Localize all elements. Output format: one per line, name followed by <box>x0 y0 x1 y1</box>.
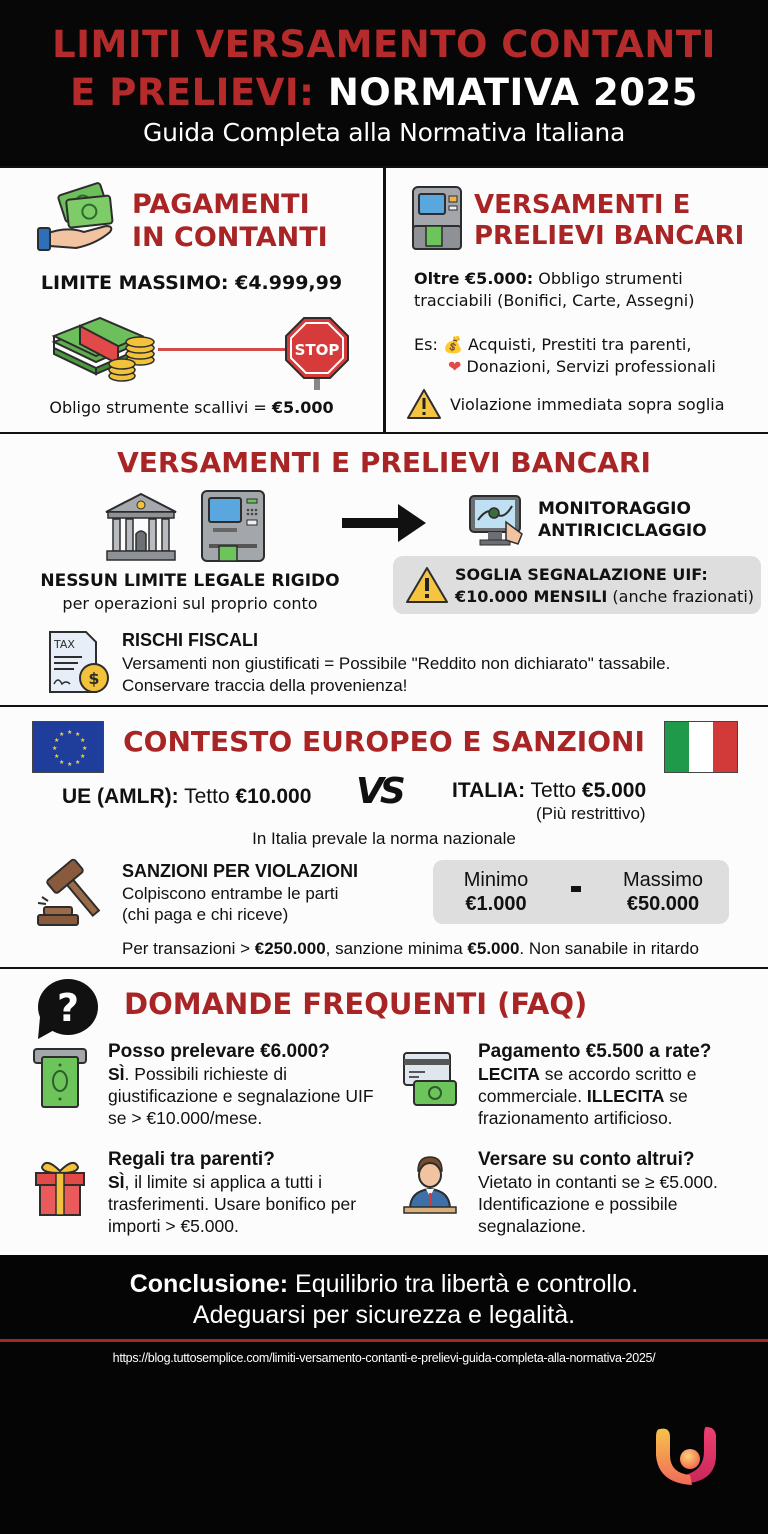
no-limit-label: NESSUN LIMITE LEGALE RIGIDO <box>40 571 340 591</box>
svg-text:★: ★ <box>54 738 60 744</box>
conclusion-text: Conclusione: Equilibrio tra libertà e controllo. Adeguarsi per sicurezza e legalità. <box>129 1270 639 1329</box>
footer <box>0 1255 768 1534</box>
cash-payments-heading: PAGAMENTI IN CONTANTI <box>132 189 328 253</box>
footer-divider <box>0 1339 768 1342</box>
bank-deposits-heading: VERSAMENTI E PRELIEVI BANCARI <box>474 190 745 251</box>
obligo-text: Obligo strumente scallivi = €5.000 <box>49 398 334 417</box>
examples-list: Es: 💰 Acquisti, Prestiti tra parenti, ❤ Donazioni, Servizi professionali <box>414 335 716 376</box>
large-transaction-note: Per transazioni > €250.000, sanzione minima €5.000. Non sanabile in ritardo <box>122 939 699 958</box>
sanctions-title: SANZIONI PER VIOLAZIONI <box>122 861 359 881</box>
faq-answer: LECITA se accordo scritto e commerciale. ILLECITA se frazionamento artificioso. <box>478 1064 697 1128</box>
svg-text:★: ★ <box>67 730 73 736</box>
sanction-maximum: Massimo €50.000 <box>622 869 703 915</box>
faq-question: Pagamento €5.500 a rate? <box>478 1041 712 1062</box>
tax-risk-line: Versamenti non giustificati = Possibile "Reddito non dichiarato" tassabile. <box>122 654 671 673</box>
atm-icon <box>201 490 265 562</box>
question-bubble-icon <box>34 977 100 1041</box>
faq-answer: Vietato in contanti se ≥ €5.000. Identificazione e possibile segnalazione. <box>478 1172 718 1236</box>
tax-document-icon <box>48 630 112 694</box>
arrow-right-icon <box>340 502 428 544</box>
svg-text:?: ? <box>56 986 80 1030</box>
svg-text:★: ★ <box>80 738 86 744</box>
svg-text:★: ★ <box>59 732 65 738</box>
heart-hand-icon: ❤ <box>448 357 462 376</box>
violation-warning: Violazione immediata sopra soglia <box>406 388 725 420</box>
versus-label: VS <box>356 771 402 812</box>
sanctions-line: Colpiscono entrambe le parti <box>122 884 339 903</box>
title-line-2 <box>0 70 768 116</box>
svg-text:★: ★ <box>80 754 86 760</box>
svg-text:STOP: STOP <box>294 341 340 359</box>
title-red-part: E PRELIEVI: <box>70 71 315 114</box>
subtitle: Guida Completa alla Normativa Italiana <box>143 118 625 147</box>
uif-threshold-box: SOGLIA SEGNALAZIONE UIF: €10.000 MENSILI (anche frazionati) <box>393 556 761 614</box>
tax-risk-line: Conservare traccia della provenienza! <box>122 676 408 695</box>
national-law-note: In Italia prevale la norma nazionale <box>252 829 516 848</box>
faq-question: Versare su conto altrui? <box>478 1149 695 1170</box>
faq-heading: DOMANDE FREQUENTI (FAQ) <box>124 987 588 1021</box>
svg-text:★: ★ <box>52 746 58 752</box>
stop-sign-icon <box>284 316 350 390</box>
italy-cap-note: (Più restrittivo) <box>536 804 646 823</box>
svg-text:TAX: TAX <box>54 638 75 651</box>
hand-money-icon <box>36 182 116 254</box>
bank-clerk-icon <box>402 1155 458 1217</box>
title-white-part: NORMATIVA 2025 <box>327 71 698 114</box>
faq-answer: SÌ. Possibili richieste di giustificazione e segnalazione UIF se > €10.000/mese. <box>108 1064 374 1128</box>
faq-section <box>0 969 768 1255</box>
cash-limit-label: LIMITE MASSIMO: €4.999,99 <box>40 272 343 294</box>
gift-icon <box>32 1155 88 1217</box>
card-cash-icon <box>402 1047 458 1109</box>
money-stack-icon <box>50 302 160 382</box>
header-banner <box>0 0 768 168</box>
money-bag-icon: 💰 <box>442 335 463 354</box>
sanction-minimum: Minimo €1.000 <box>463 869 529 915</box>
traceable-obligation: Oltre €5.000: Obbligo strumenti tracciabili (Bonifici, Carte, Assegni) <box>414 269 695 310</box>
bank-operations-section <box>0 434 768 705</box>
svg-text:★: ★ <box>82 746 88 752</box>
faq-question: Posso prelevare €6.000? <box>108 1041 330 1062</box>
svg-text:★: ★ <box>75 760 81 766</box>
faq-question: Regali tra parenti? <box>108 1149 275 1170</box>
svg-text:★: ★ <box>67 762 73 768</box>
atm-icon <box>412 186 462 250</box>
svg-text:★: ★ <box>59 760 65 766</box>
gavel-icon <box>34 857 110 929</box>
faq-answer: SÌ, il limite si applica a tutti i trasferimenti. Usare bonifico per importi > €5.000. <box>108 1172 357 1236</box>
cash-withdraw-icon <box>32 1047 88 1109</box>
brand-logo-icon <box>650 1421 726 1489</box>
bank-building-icon <box>104 492 178 562</box>
warning-icon <box>406 388 442 420</box>
no-limit-sublabel: per operazioni sul proprio conto <box>62 594 318 613</box>
italy-flag-icon <box>664 721 738 773</box>
svg-text:★: ★ <box>75 732 81 738</box>
europe-sanctions-section <box>0 707 768 967</box>
bank-operations-heading: VERSAMENTI E PRELIEVI BANCARI <box>117 446 651 479</box>
warning-icon <box>405 566 449 604</box>
monitor-icon <box>468 494 524 548</box>
limit-line <box>158 348 288 351</box>
source-url[interactable]: https://blog.tuttosemplice.com/limiti-versamento-contanti-e-prelievi-guida-completa-alla-normativa-2025/ <box>112 1351 656 1365</box>
svg-text:★: ★ <box>54 754 60 760</box>
bank-deposits-panel <box>386 168 768 432</box>
cash-payments-panel <box>0 168 383 432</box>
range-dash <box>571 886 581 892</box>
sanctions-line: (chi paga e chi riceve) <box>122 905 289 924</box>
italy-cap-label: ITALIA: Tetto €5.000 <box>452 779 647 802</box>
aml-monitoring-label: MONITORAGGIO ANTIRICICLAGGIO <box>538 499 707 541</box>
sanction-range-box <box>433 860 729 924</box>
europe-sanctions-heading: CONTESTO EUROPEO E SANZIONI <box>123 725 645 758</box>
eu-cap-label: UE (AMLR): Tetto €10.000 <box>62 785 312 808</box>
svg-text:$: $ <box>88 669 100 688</box>
tax-risk-title: RISCHI FISCALI <box>122 630 259 650</box>
title-line-1: LIMITI VERSAMENTO CONTANTI <box>52 23 716 66</box>
